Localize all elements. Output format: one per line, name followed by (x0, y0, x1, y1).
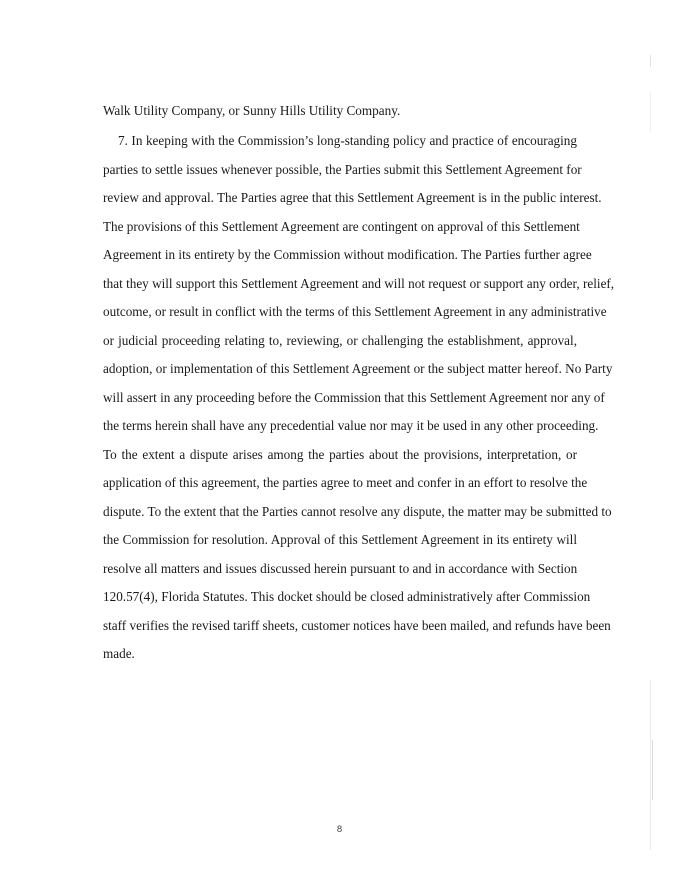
text-line: To the extent a dispute arises among the parties about the provisions, interpretation, or (103, 447, 577, 462)
page-number: 8 (336, 824, 343, 835)
text-line: adoption, or implementation of this Settlement Agreement or the subject matter hereof. No Party (103, 361, 613, 376)
text-line: that they will support this Settlement Agreement and will not request or support any order, relief, (103, 276, 615, 291)
text-line: dispute. To the extent that the Parties cannot resolve any dispute, the matter may be submitted to (103, 504, 612, 519)
text-line: the terms herein shall have any precedential value nor may it be used in any other proceeding. (103, 418, 599, 433)
text-line: Agreement in its entirety by the Commission without modification. The Parties further agree (103, 247, 592, 262)
text-line: application of this agreement, the parties agree to meet and confer in an effort to resolve the (103, 475, 588, 490)
text-line: 120.57(4), Florida Statutes. This docket should be closed administratively after Commission (103, 589, 591, 604)
text-line: or judicial proceeding relating to, reviewing, or challenging the establishment, approval, (103, 333, 577, 348)
text-line: the Commission for resolution. Approval of this Settlement Agreement in its entirety will (103, 532, 577, 547)
text-line: made. (103, 646, 135, 661)
text-line: resolve all matters and issues discussed herein pursuant to and in accordance with Section (103, 561, 578, 576)
text-line: Walk Utility Company, or Sunny Hills Utility Company. (103, 103, 401, 118)
text-line: review and approval. The Parties agree that this Settlement Agreement is in the public interest. (103, 190, 602, 205)
scan-artifact (650, 680, 651, 850)
text-line: staff verifies the revised tariff sheets, customer notices have been mailed, and refunds have been (103, 618, 611, 633)
text-line: outcome, or result in conflict with the terms of this Settlement Agreement in any administrative (103, 304, 607, 319)
paragraph-7-first-line: 7. In keeping with the Commission’s long-standing policy and practice of encouraging (118, 133, 577, 148)
text-line: will assert in any proceeding before the Commission that this Settlement Agreement nor any of (103, 390, 605, 405)
text-line: The provisions of this Settlement Agreement are contingent on approval of this Settlement (103, 219, 580, 234)
scan-artifact (652, 740, 653, 800)
scan-artifact (650, 92, 651, 132)
scan-artifact (650, 55, 651, 67)
text-line: parties to settle issues whenever possible, the Parties submit this Settlement Agreement for (103, 162, 582, 177)
